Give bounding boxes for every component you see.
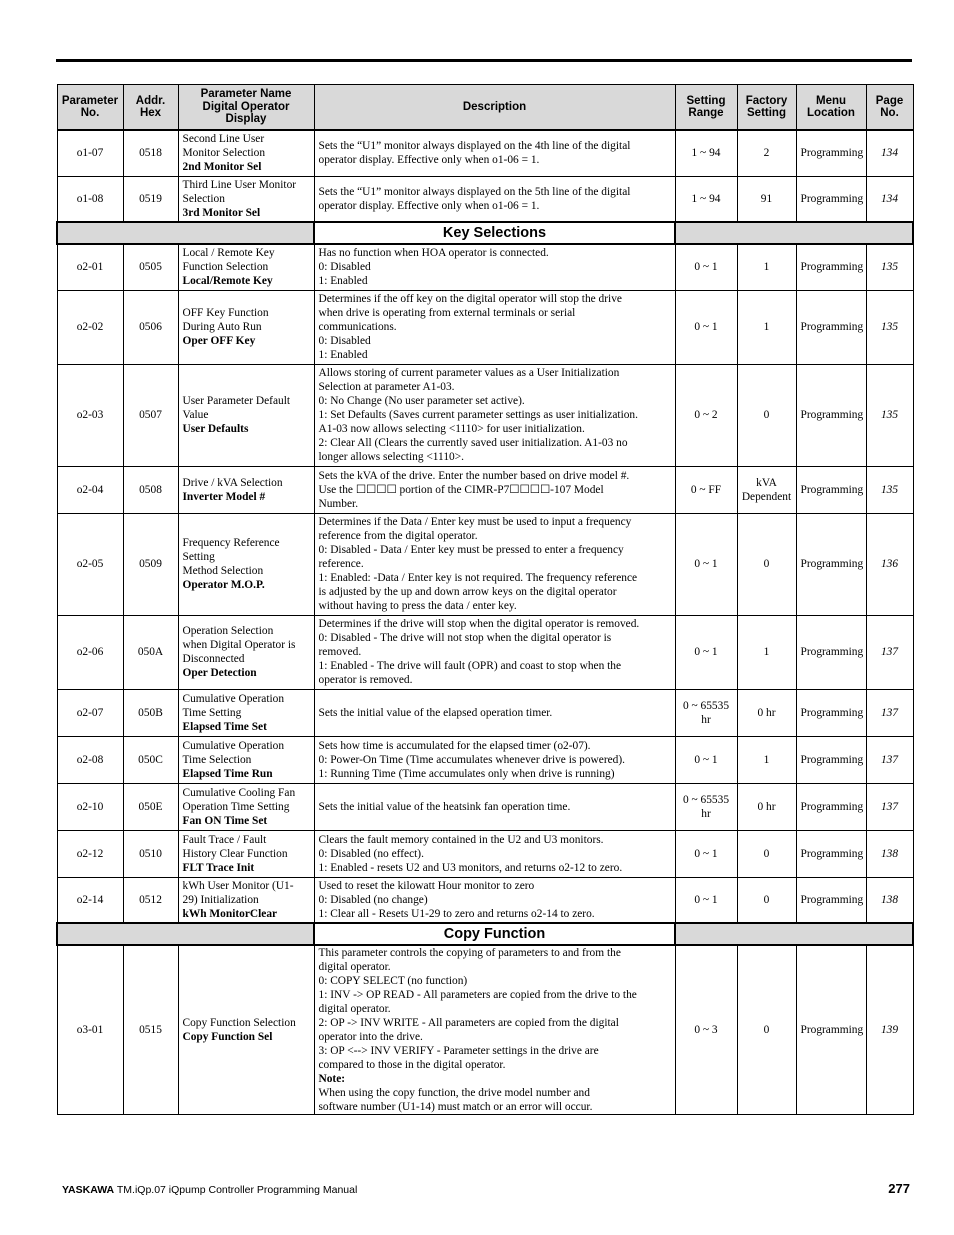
addr-hex-cell: 0518 — [123, 130, 178, 176]
footer-manual-title — [62, 1184, 357, 1196]
factory-setting-cell: 1 — [737, 615, 796, 689]
description-line: 0: Disabled (no change) — [318, 893, 428, 906]
description-line: 1: Enabled: -Data / Enter key is not required. The frequency reference — [318, 572, 638, 584]
param-no-cell: o2-10 — [57, 783, 123, 830]
factory-setting-cell: 2 — [737, 130, 796, 176]
param-name-cell — [178, 615, 314, 689]
description-line: 2: Clear All (Clears the currently saved user initialization. A1-03 no — [318, 437, 628, 449]
parameter-table — [56, 84, 914, 1115]
description-line: 0: No Change (No user parameter set active). — [318, 395, 525, 407]
description-line: Sets the “U1” monitor always displayed on the 5th line of the digital — [318, 185, 631, 198]
param-name-line: 29) Initialization — [182, 893, 259, 906]
param-name-cell — [178, 830, 314, 877]
operator-display-name: Inverter Model # — [182, 490, 266, 503]
page-no-link[interactable]: 137 — [866, 615, 913, 689]
factory-setting-cell: 0 — [737, 945, 796, 1115]
operator-display-name: Fan ON Time Set — [182, 814, 268, 827]
page-no-link[interactable]: 138 — [866, 877, 913, 923]
param-name-line: Disconnected — [182, 653, 245, 665]
param-name-cell — [178, 945, 314, 1115]
operator-display-name: Copy Function Sel — [182, 1031, 273, 1043]
page-no-link[interactable]: 137 — [866, 736, 913, 783]
description-line: 0: Disabled — [318, 335, 371, 347]
param-name-cell — [178, 130, 314, 176]
param-name-line: Drive / kVA Selection — [182, 476, 283, 489]
param-name-line: Time Selection — [182, 753, 252, 766]
setting-range-cell: 1 ~ 94 — [675, 176, 737, 222]
operator-display-name: 3rd Monitor Sel — [182, 206, 261, 219]
description-cell — [314, 176, 675, 222]
menu-location-cell: Programming — [796, 130, 866, 176]
description-line: 1: Enabled — [318, 275, 368, 288]
table-row — [57, 783, 913, 830]
menu-location-cell: Programming — [796, 830, 866, 877]
param-name-cell — [178, 877, 314, 923]
param-name-line: Third Line User Monitor — [182, 178, 297, 191]
description-line: Determines if the drive will stop when the digital operator is removed. — [318, 618, 640, 630]
description-line: Selection at parameter A1-03. — [318, 381, 455, 393]
description-cell — [314, 244, 675, 290]
param-name-line: Second Line User — [182, 133, 265, 146]
menu-location-cell: Programming — [796, 615, 866, 689]
description-line: Use the ☐☐☐☐ portion of the CIMR-P7☐☐☐☐-107 Model — [318, 483, 604, 496]
menu-location-cell: Programming — [796, 945, 866, 1115]
param-no-cell: o3-01 — [57, 945, 123, 1115]
param-name-line: Fault Trace / Fault — [182, 833, 267, 846]
addr-hex-cell: 0512 — [123, 877, 178, 923]
description-cell — [314, 466, 675, 513]
param-name-line: User Parameter Default — [182, 395, 291, 407]
param-name-line: Copy Function Selection — [182, 1017, 296, 1029]
header-description: Description — [314, 85, 675, 131]
description-line: This parameter controls the copying of parameters to and from the — [318, 947, 621, 959]
description-line: operator display. Effective only when o1-06 = 1. — [318, 154, 540, 167]
addr-hex-cell: 0515 — [123, 945, 178, 1115]
param-name-cell — [178, 364, 314, 466]
description-cell — [314, 945, 675, 1115]
table-row — [57, 615, 913, 689]
param-name-line: Operation Time Setting — [182, 800, 290, 813]
description-cell — [314, 689, 675, 736]
addr-hex-cell: 0510 — [123, 830, 178, 877]
header-param-name: Parameter Name Digital Operator Display — [178, 85, 314, 131]
page-number: 277 — [888, 1181, 910, 1196]
factory-setting-cell: 0 — [737, 830, 796, 877]
description-line: 0: Power-On Time (Time accumulates whenever drive is powered). — [318, 753, 626, 766]
table-row — [57, 466, 913, 513]
table-row — [57, 736, 913, 783]
description-line: Has no function when HOA operator is connected. — [318, 247, 549, 260]
description-cell — [314, 830, 675, 877]
page-no-link[interactable]: 134 — [866, 176, 913, 222]
param-name-line: when Digital Operator is — [182, 639, 296, 651]
description-line: Allows storing of current parameter values as a User Initialization — [318, 367, 620, 379]
addr-hex-cell: 0506 — [123, 290, 178, 364]
param-no-cell: o2-14 — [57, 877, 123, 923]
addr-hex-cell: 0505 — [123, 244, 178, 290]
menu-location-cell: Programming — [796, 244, 866, 290]
menu-location-cell: Programming — [796, 364, 866, 466]
factory-setting-cell: 0 — [737, 364, 796, 466]
description-cell — [314, 364, 675, 466]
description-line: 0: Disabled (no effect). — [318, 847, 424, 860]
param-no-cell: o1-07 — [57, 130, 123, 176]
addr-hex-cell: 0508 — [123, 466, 178, 513]
page-no-link[interactable]: 135 — [866, 466, 913, 513]
description-line: digital operator. — [318, 1003, 391, 1015]
section-title-key-selections: Key Selections — [314, 222, 675, 244]
param-name-cell — [178, 783, 314, 830]
description-line: Clears the fault memory contained in the U2 and U3 monitors. — [318, 833, 604, 846]
addr-hex-cell: 050A — [123, 615, 178, 689]
description-line: Sets the kVA of the drive. Enter the number based on drive model #. — [318, 469, 630, 482]
param-no-cell: o1-08 — [57, 176, 123, 222]
menu-location-cell: Programming — [796, 689, 866, 736]
description-cell — [314, 130, 675, 176]
setting-range-cell: 0 ~ FF — [675, 466, 737, 513]
description-line: 1: INV -> OP READ - All parameters are copied from the drive to the — [318, 989, 637, 1001]
menu-location-cell: Programming — [796, 877, 866, 923]
addr-hex-cell: 0519 — [123, 176, 178, 222]
factory-setting-cell: 1 — [737, 244, 796, 290]
param-name-cell — [178, 244, 314, 290]
table-row — [57, 244, 913, 290]
setting-range-cell: 0 ~ 1 — [675, 513, 737, 615]
factory-setting-cell: 1 — [737, 736, 796, 783]
operator-display-name: Oper OFF Key — [182, 335, 256, 347]
description-line: Number. — [318, 497, 359, 510]
param-no-cell: o2-07 — [57, 689, 123, 736]
description-line: A1-03 now allows selecting <1110> for user initialization. — [318, 423, 585, 435]
description-line: when drive is operating from external terminals or serial — [318, 307, 576, 319]
description-line: Sets how time is accumulated for the elapsed timer (o2-07). — [318, 739, 591, 752]
param-no-cell: o2-04 — [57, 466, 123, 513]
description-cell — [314, 783, 675, 830]
param-name-line: Value — [182, 409, 209, 421]
param-name-line: History Clear Function — [182, 847, 288, 860]
table-row — [57, 830, 913, 877]
setting-range-cell: 0 ~ 1 — [675, 736, 737, 783]
description-cell — [314, 877, 675, 923]
page-no-link[interactable]: 135 — [866, 244, 913, 290]
setting-range-cell: 0 ~ 1 — [675, 830, 737, 877]
description-line: reference. — [318, 558, 364, 570]
param-name-line: Cumulative Operation — [182, 692, 285, 705]
operator-display-name: FLT Trace Init — [182, 861, 255, 874]
page-no-link[interactable]: 139 — [866, 945, 913, 1115]
table-header-row — [57, 85, 913, 131]
description-line: 0: Disabled - The drive will not stop when the digital operator is — [318, 632, 612, 644]
param-name-cell — [178, 689, 314, 736]
factory-setting-cell: 0 — [737, 877, 796, 923]
description-line: operator is removed. — [318, 674, 413, 686]
description-line: operator into the drive. — [318, 1031, 423, 1043]
param-name-cell — [178, 466, 314, 513]
param-name-line: Local / Remote Key — [182, 247, 275, 260]
param-name-line: Operation Selection — [182, 625, 274, 637]
description-line: Determines if the Data / Enter key must be used to input a frequency — [318, 516, 632, 528]
table-row — [57, 176, 913, 222]
description-line: 0: Disabled — [318, 261, 371, 274]
footer-brand: YASKAWA — [62, 1184, 115, 1196]
description-line: 1: Set Defaults (Saves current parameter settings as user initialization. — [318, 409, 638, 421]
factory-setting-cell: kVA Dependent — [737, 466, 796, 513]
operator-display-name: Elapsed Time Run — [182, 767, 273, 780]
param-name-line: Cumulative Cooling Fan — [182, 786, 296, 799]
page-no-link[interactable]: 137 — [866, 783, 913, 830]
section-title-copy-function: Copy Function — [314, 923, 675, 945]
description-line: 3: OP <--> INV VERIFY - Parameter settings in the drive are — [318, 1045, 599, 1057]
operator-display-name: Oper Detection — [182, 667, 257, 679]
menu-location-cell: Programming — [796, 736, 866, 783]
description-line: 1: Enabled - The drive will fault (OPR) and coast to stop when the — [318, 660, 622, 672]
section-row-copy-function — [57, 923, 913, 945]
operator-display-name: User Defaults — [182, 423, 249, 435]
factory-setting-cell: 91 — [737, 176, 796, 222]
param-name-cell — [178, 176, 314, 222]
table-row — [57, 130, 913, 176]
setting-range-cell: 0 ~ 1 — [675, 877, 737, 923]
description-cell — [314, 513, 675, 615]
menu-location-cell: Programming — [796, 513, 866, 615]
param-name-line: During Auto Run — [182, 321, 262, 333]
param-name-cell — [178, 736, 314, 783]
description-line: operator display. Effective only when o1-06 = 1. — [318, 199, 540, 212]
description-line: communications. — [318, 321, 397, 333]
page-no-link[interactable]: 135 — [866, 364, 913, 466]
description-line: Determines if the off key on the digital operator will stop the drive — [318, 293, 622, 305]
addr-hex-cell: 050C — [123, 736, 178, 783]
param-name-cell — [178, 290, 314, 364]
description-line: 1: Clear all - Resets U1-29 to zero and returns o2-14 to zero. — [318, 907, 595, 920]
param-name-line: Monitor Selection — [182, 147, 266, 160]
operator-display-name: 2nd Monitor Sel — [182, 161, 262, 174]
page-no-link[interactable]: 136 — [866, 513, 913, 615]
setting-range-cell: 1 ~ 94 — [675, 130, 737, 176]
setting-range-cell: 0 ~ 1 — [675, 290, 737, 364]
table-row — [57, 513, 913, 615]
header-page-no: Page No. — [866, 85, 913, 131]
section-row-key-selections — [57, 222, 913, 244]
description-line: is adjusted by the up and down arrow keys on the digital operator — [318, 586, 617, 598]
param-name-line: kWh User Monitor (U1- — [182, 879, 294, 892]
description-line: 1: Running Time (Time accumulates only when drive is running) — [318, 767, 615, 780]
param-name-cell — [178, 513, 314, 615]
setting-range-cell: 0 ~ 65535 hr — [675, 783, 737, 830]
factory-setting-cell: 0 — [737, 513, 796, 615]
description-line: longer allows selecting <1110>. — [318, 451, 464, 463]
table-row — [57, 364, 913, 466]
menu-location-cell: Programming — [796, 290, 866, 364]
table-row — [57, 689, 913, 736]
note-text-continued: software number (U1-14) must match or an error will occur. — [318, 1101, 593, 1113]
param-name-line: Cumulative Operation — [182, 739, 285, 752]
addr-hex-cell: 050B — [123, 689, 178, 736]
param-no-cell: o2-12 — [57, 830, 123, 877]
description-line: removed. — [318, 646, 362, 658]
description-line: reference from the digital operator. — [318, 530, 478, 542]
table-row — [57, 877, 913, 923]
description-cell — [314, 615, 675, 689]
menu-location-cell: Programming — [796, 466, 866, 513]
operator-display-name: Operator M.O.P. — [182, 579, 265, 591]
description-line: Sets the “U1” monitor always displayed on the 4th line of the digital — [318, 140, 631, 153]
setting-range-cell: 0 ~ 3 — [675, 945, 737, 1115]
setting-range-cell: 0 ~ 1 — [675, 244, 737, 290]
param-name-line: OFF Key Function — [182, 307, 269, 319]
operator-display-name: Local/Remote Key — [182, 275, 273, 288]
description-line: digital operator. — [318, 961, 391, 973]
param-name-line: Setting — [182, 551, 215, 563]
description-line: 2: OP -> INV WRITE - All parameters are copied from the digital — [318, 1017, 619, 1029]
note-text: When using the copy function, the drive model number and — [318, 1087, 590, 1099]
param-no-cell: o2-05 — [57, 513, 123, 615]
page-no-link[interactable]: 138 — [866, 830, 913, 877]
page-no-link[interactable]: 137 — [866, 689, 913, 736]
factory-setting-cell: 0 hr — [737, 783, 796, 830]
factory-setting-cell: 1 — [737, 290, 796, 364]
description-line: without having to press the data / enter key. — [318, 600, 517, 612]
description-line: 0: COPY SELECT (no function) — [318, 975, 468, 987]
description-line: compared to those in the digital operator. — [318, 1059, 506, 1071]
param-name-line: Method Selection — [182, 565, 264, 577]
param-name-line: Time Setting — [182, 706, 242, 719]
note-line — [319, 1072, 671, 1100]
param-no-cell: o2-06 — [57, 615, 123, 689]
description-line: 1: Enabled — [318, 349, 368, 361]
header-param-no: Parameter No. — [57, 85, 123, 131]
param-no-cell: o2-01 — [57, 244, 123, 290]
description-line: 1: Enabled - resets U2 and U3 monitors, and returns o2-12 to zero. — [318, 861, 623, 874]
param-name-line: Frequency Reference — [182, 537, 280, 549]
table-row — [57, 945, 913, 1115]
description-line: 0: Disabled - Data / Enter key must be pressed to enter a frequency — [318, 544, 624, 556]
setting-range-cell: 0 ~ 1 — [675, 615, 737, 689]
factory-setting-cell: 0 hr — [737, 689, 796, 736]
param-no-cell: o2-08 — [57, 736, 123, 783]
operator-display-name: kWh MonitorClear — [182, 907, 278, 920]
menu-location-cell: Programming — [796, 176, 866, 222]
note-label: Note: — [318, 1073, 346, 1085]
header-factory-setting: Factory Setting — [737, 85, 796, 131]
setting-range-cell: 0 ~ 65535 hr — [675, 689, 737, 736]
page-no-link[interactable]: 135 — [866, 290, 913, 364]
header-addr-hex: Addr. Hex — [123, 85, 178, 131]
header-menu-location: Menu Location — [796, 85, 866, 131]
addr-hex-cell: 0509 — [123, 513, 178, 615]
footer-manual-name: TM.iQp.07 iQpump Controller Programming Manual — [114, 1184, 358, 1196]
description-line: Sets the initial value of the elapsed operation timer. — [318, 706, 553, 719]
addr-hex-cell: 0507 — [123, 364, 178, 466]
param-name-line: Selection — [182, 192, 225, 205]
param-name-line: Function Selection — [182, 261, 269, 274]
description-cell — [314, 290, 675, 364]
param-no-cell: o2-03 — [57, 364, 123, 466]
description-line: Used to reset the kilowatt Hour monitor to zero — [318, 879, 535, 892]
param-no-cell: o2-02 — [57, 290, 123, 364]
header-setting-range: Setting Range — [675, 85, 737, 131]
description-cell — [314, 736, 675, 783]
table-row — [57, 290, 913, 364]
page-no-link[interactable]: 134 — [866, 130, 913, 176]
operator-display-name: Elapsed Time Set — [182, 720, 267, 733]
top-rule — [56, 59, 912, 62]
addr-hex-cell: 050E — [123, 783, 178, 830]
setting-range-cell: 0 ~ 2 — [675, 364, 737, 466]
description-line: Sets the initial value of the heatsink fan operation time. — [318, 800, 571, 813]
menu-location-cell: Programming — [796, 783, 866, 830]
